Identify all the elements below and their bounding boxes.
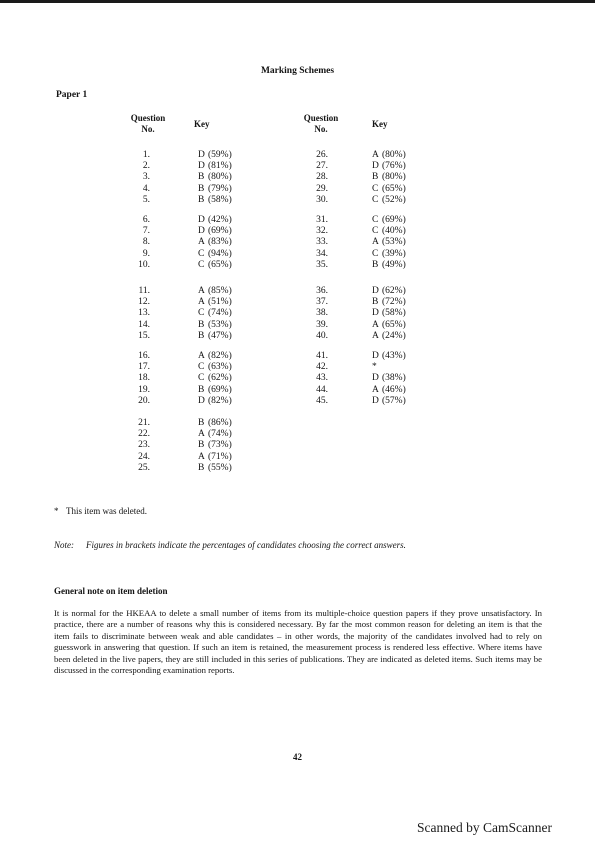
answer-key [372,237,406,248]
answer-key [198,362,232,373]
answer-key [198,260,232,271]
question-number: 34. [316,248,328,259]
answer-letter: A [372,384,379,395]
page-number: 42 [293,752,302,762]
answer-letter: C [372,226,379,237]
answer-letter: B [372,297,379,308]
answer-key [198,385,232,396]
question-number: 18. [138,373,150,384]
answer-percentage: (69%) [382,215,406,225]
answer-percentage: (74%) [208,308,232,319]
question-number: 41. [316,351,328,361]
answer-percentage: (49%) [382,259,406,270]
question-number: 1. [142,150,150,160]
answer-key [198,297,232,308]
question-number: 42. [316,362,328,373]
answer-key [198,452,232,463]
answer-letter: D [372,373,379,384]
answer-percentage: (47%) [208,330,232,341]
answer-percentage: (51%) [208,297,232,308]
answer-percentage: (82%) [208,395,232,406]
question-number: 17. [138,362,150,373]
answer-letter: B [198,194,205,205]
answer-key [372,320,406,331]
question-number: 35. [316,259,328,270]
question-number: 5. [142,194,150,205]
answer-letter: D [198,161,205,172]
answer-letter: A [198,297,205,308]
question-number: 26. [316,150,328,160]
question-number: 12. [138,297,150,308]
question-number: 21. [138,418,150,428]
answer-letter: A [372,150,379,160]
question-number: 10. [138,259,150,270]
answer-key [198,396,232,407]
answer-percentage: (71%) [208,451,232,462]
question-number: 9. [142,248,150,259]
question-number: 3. [142,172,150,183]
scanner-watermark: Scanned by CamScanner [417,820,552,835]
note-text: Figures in brackets indicate the percentages of candidates choosing the correct answers. [86,540,406,550]
answer-percentage: (53%) [208,319,232,330]
question-number: 23. [138,440,150,451]
answer-letter: C [198,373,205,384]
answer-percentage: (80%) [208,172,232,183]
answer-letter: C [198,362,205,373]
question-number: 28. [316,172,328,183]
answer-key [372,385,406,396]
question-number: 33. [316,237,328,248]
answer-letter: D [198,395,205,406]
answer-letter: B [198,183,205,194]
page-title: Marking Schemes [260,66,335,76]
answer-key [198,237,232,248]
key-header-right: Key [372,119,388,129]
answer-letter: A [198,351,205,361]
answer-letter: C [372,194,379,205]
answer-key [372,215,406,226]
answer-letter: C [372,183,379,194]
answer-key [372,161,406,172]
answer-letter: D [372,351,379,361]
answer-key [372,297,406,308]
answer-percentage: (40%) [382,226,406,237]
answer-key [198,172,232,183]
answer-percentage: (55%) [208,462,232,473]
question-number: 37. [316,297,328,308]
answer-percentage: (58%) [382,308,406,319]
question-number: 20. [138,395,150,406]
answer-letter: C [198,308,205,319]
answer-letter: A [198,451,205,462]
answer-percentage: (59%) [208,150,232,160]
answer-key [198,286,232,297]
answer-letter: C [372,215,379,225]
answer-percentage: (82%) [208,351,232,361]
question-number: 19. [138,384,150,395]
answer-key [372,172,406,183]
answer-key [372,373,406,384]
asterisk-symbol: * [54,506,59,516]
answer-key [198,463,232,474]
answer-percentage: (24%) [382,330,406,341]
question-number: 39. [316,319,328,330]
answer-key [198,195,232,206]
paper-label: Paper 1 [56,90,88,100]
question-header-line1: Question [303,113,339,123]
answer-percentage: (46%) [382,384,406,395]
answer-percentage: (74%) [208,429,232,440]
question-number: 36. [316,286,328,296]
question-number: 31. [316,215,328,225]
question-number: 43. [316,373,328,384]
question-number: 29. [316,183,328,194]
answer-key [372,351,406,362]
answer-key [372,195,406,206]
answer-percentage: (85%) [208,286,232,296]
answer-percentage: (38%) [382,373,406,384]
question-number: 44. [316,384,328,395]
answer-key [372,249,406,260]
answer-key [198,331,232,342]
answer-key [198,320,232,331]
answer-percentage: (69%) [208,384,232,395]
answer-letter: A [198,286,205,296]
general-note-heading: General note on item deletion [54,586,168,596]
question-number: 40. [316,330,328,341]
answer-percentage: (62%) [382,286,406,296]
answer-letter: D [198,150,205,160]
question-number: 14. [138,319,150,330]
question-number: 30. [316,194,328,205]
answer-key [372,184,406,195]
answer-percentage: (80%) [382,172,406,183]
answer-percentage: (39%) [382,248,406,259]
answer-letter: B [198,418,205,428]
answer-percentage: (69%) [208,226,232,237]
question-header-right [299,113,343,134]
question-number: 15. [138,330,150,341]
answer-percentage: (65%) [382,183,406,194]
answer-letter: B [198,319,205,330]
answer-percentage: (65%) [382,319,406,330]
answer-percentage: (65%) [208,259,232,270]
answer-percentage: (53%) [382,237,406,248]
answer-key [198,184,232,195]
general-note-body: It is normal for the HKEAA to delete a small number of items from its multiple-choice question papers if they prove unsatisfactory. In practice, there are a number of reasons why this is considered necessary. By far the most common reason for deleting an item is that the item fails to discriminate between weak and able candidates – in other words, the majority of the candidates involved had to rely on guesswork in answering that question. If such an item is retained, the measurement process is rendered less effective. Where items have been deleted in the live papers, they are still included in this series of publications. They are indicated as deleted items. Such items may be discussed in the corresponding examination reports. [54,608,542,676]
question-number: 2. [142,161,150,172]
answer-letter: C [198,259,205,270]
answer-letter: * [372,362,377,373]
question-number: 25. [138,462,150,473]
answer-letter: C [198,248,205,259]
answer-percentage: (42%) [208,215,232,225]
deleted-item-footnote [54,506,147,516]
answer-letter: D [198,226,205,237]
answer-key [198,429,232,440]
question-header-line2: No. [314,123,328,134]
question-number: 45. [316,395,328,406]
question-number: 27. [316,161,328,172]
answer-letter: B [198,384,205,395]
answer-percentage: (79%) [208,183,232,194]
answer-key [198,418,232,429]
answer-letter: D [372,161,379,172]
answer-letter: A [372,237,379,248]
answer-letter: A [372,330,379,341]
answer-letter: D [372,286,379,296]
answer-key [372,308,406,319]
answer-letter: B [372,172,379,183]
question-number: 6. [142,215,150,225]
question-number: 11. [138,286,150,296]
answer-percentage: (57%) [382,395,406,406]
answer-letter: D [198,215,205,225]
answer-key [198,440,232,451]
answer-letter: A [198,429,205,440]
question-number: 7. [142,226,150,237]
answer-percentage: (43%) [382,351,406,361]
answer-key [198,150,232,161]
footnote-text: This item was deleted. [66,506,147,516]
answer-percentage: (52%) [382,194,406,205]
question-number: 4. [142,183,150,194]
answer-key [372,286,406,297]
answer-key [372,362,382,373]
answer-percentage: (81%) [208,161,232,172]
question-header-line2: No. [141,123,155,134]
answer-letter: B [198,330,205,341]
answer-key [198,249,232,260]
note-label: Note: [54,540,74,550]
answer-key [198,308,232,319]
answer-percentage: (86%) [208,418,232,428]
answer-letter: D [372,395,379,406]
answer-letter: D [372,308,379,319]
answer-letter: A [198,237,205,248]
question-number: 38. [316,308,328,319]
answer-key [198,351,232,362]
question-header-left [126,113,170,134]
answer-letter: B [372,259,379,270]
answer-key [372,331,406,342]
answer-key [372,150,406,161]
answer-key [372,260,406,271]
answer-key [198,226,232,237]
question-number: 24. [138,451,150,462]
answer-letter: A [372,319,379,330]
question-number: 22. [138,429,150,440]
question-number: 16. [138,351,150,361]
answer-percentage: (80%) [382,150,406,160]
answer-key [198,373,232,384]
question-number: 8. [142,237,150,248]
key-header-left: Key [194,119,210,129]
answer-percentage: (83%) [208,237,232,248]
answer-letter: B [198,440,205,451]
answer-percentage: (94%) [208,248,232,259]
answer-percentage: (73%) [208,440,232,451]
answer-key [372,396,406,407]
answer-percentage: (62%) [208,373,232,384]
answer-letter: B [198,462,205,473]
answer-percentage: (63%) [208,362,232,373]
question-number: 32. [316,226,328,237]
answer-percentage: (58%) [208,194,232,205]
answer-key [372,226,406,237]
question-header-line1: Question [130,113,166,123]
answer-percentage: (76%) [382,161,406,172]
answer-letter: B [198,172,205,183]
answer-key [198,161,232,172]
answer-key [198,215,232,226]
note [54,540,406,550]
top-rule [0,0,595,3]
answer-percentage: (72%) [382,297,406,308]
answer-letter: C [372,248,379,259]
question-number: 13. [138,308,150,319]
